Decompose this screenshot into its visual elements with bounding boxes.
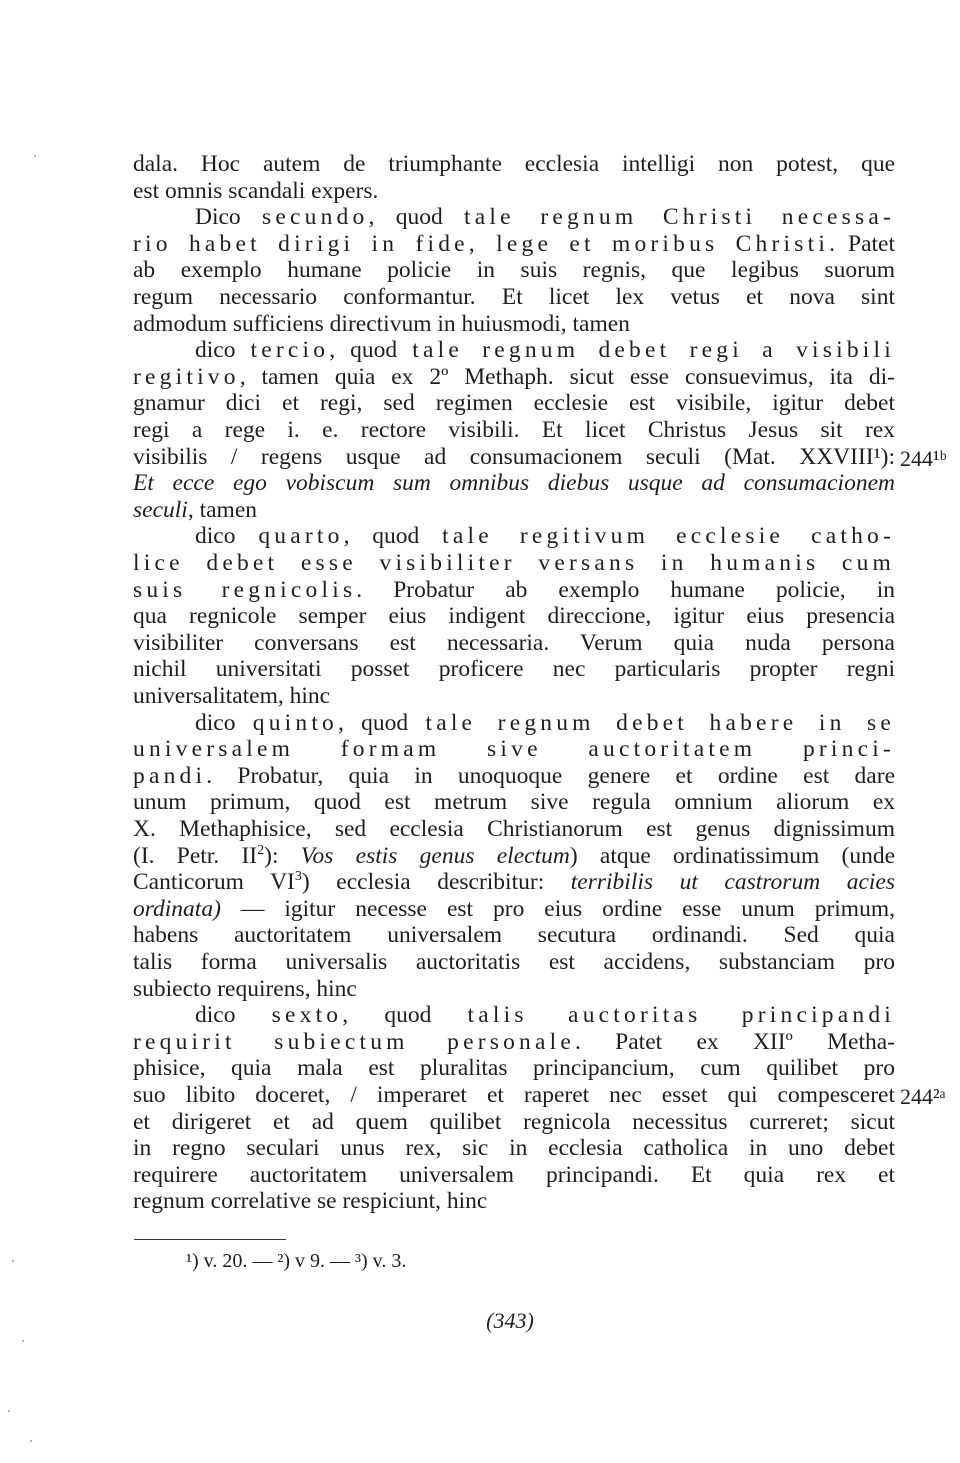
text-line: admodum sufficiens directivum in huiusmodi, tamen xyxy=(133,310,630,337)
text-line: X. Methaphisice, sed ecclesia Christianorum est genus dignissimum xyxy=(133,816,895,842)
text-line: seculi, tamen xyxy=(133,496,257,523)
text-line: regi a rege i. e. rectore visibili. Et licet Christus Jesus sit rex xyxy=(133,417,895,443)
text-line: est omnis scandali expers. xyxy=(133,177,379,204)
text-line: lice debet esse visibiliter versans in humanis cum xyxy=(133,550,895,576)
text-line: universalem formam sive auctoritatem princi- xyxy=(133,736,895,763)
text-line: regnum correlative se respiciunt, hinc xyxy=(133,1188,488,1215)
text-line: Dico secundo, quod tale regnum Christi necessa- xyxy=(195,204,895,231)
scan-speck xyxy=(30,1440,32,1442)
text-line: requirit subiectum personale. Patet ex XIIº Metha- xyxy=(133,1028,895,1055)
footnote-rule xyxy=(134,1239,286,1240)
text-line: dico sexto, quod talis auctoritas principandi xyxy=(195,1002,896,1029)
text-line: gnamur dici et regi, sed regimen ecclesie est visibile, igitur debet xyxy=(133,390,895,417)
scan-speck xyxy=(22,1340,24,1342)
text-line: talis forma universalis auctoritatis est accidens, substanciam pro xyxy=(133,949,895,975)
text-line: universalitatem, hinc xyxy=(133,683,331,709)
text-line: phisice, quia mala est pluralitas principancium, cum quilibet pro xyxy=(133,1055,895,1082)
text-line: Canticorum $VI^3$) ecclesia describitur: terribilis ut castrorum acies xyxy=(133,868,895,896)
text-line: suo libito doceret, / imperaret et raperet nec esset qui compesceret xyxy=(133,1082,895,1108)
scan-speck xyxy=(12,1260,14,1262)
text-line: visibilis / regens usque ad consumacionem seculi (Mat. XXVIII¹): xyxy=(133,443,895,470)
text-line: rio habet dirigi in fide, lege et moribus Christi. Patet xyxy=(133,230,895,257)
text-line: dala. Hoc autem de triumphante ecclesia intelligi non potest, que xyxy=(133,151,895,177)
text-line: dico quarto, quod tale regitivum ecclesie catho- xyxy=(195,523,896,550)
margin-folio-note: 244²ᵃ xyxy=(900,1084,946,1109)
text-line: subiecto requirens, hinc xyxy=(133,975,357,1002)
page-number: (343) xyxy=(486,1308,534,1333)
text-line: in regno seculari unus rex, sic in ecclesia catholica in uno debet xyxy=(133,1135,895,1162)
footnotes: ¹) v. 20. — ²) v 9. — ³) v. 3. xyxy=(186,1250,407,1272)
text-line: et dirigeret et ad quem quilibet regnicola necessitus curreret; sicut xyxy=(133,1108,895,1135)
text-line: visibiliter conversans est necessaria. Verum quia nuda persona xyxy=(133,629,895,656)
text-line: dico tercio, quod tale regnum debet regi a visibili xyxy=(195,337,895,364)
scan-speck xyxy=(34,155,36,157)
spaced-emphasis: Dico xyxy=(195,204,263,231)
text-line: unum primum, quod est metrum sive regula omnium aliorum ex xyxy=(133,789,895,816)
text-line: requirere auctoritatem universalem principandi. Et quia rex et xyxy=(133,1161,895,1188)
text-line: ordinata) — igitur necesse est pro eius ordine esse unum primum, xyxy=(133,895,895,922)
text-line: suis regnicolis. Probatur ab exemplo humane policie, in xyxy=(133,576,895,603)
scan-speck xyxy=(8,1410,10,1412)
text-line: regitivo, tamen quia ex 2º Methaph. sicut esse consuevimus, ita di- xyxy=(133,363,895,390)
text-line: nichil universitati posset proficere nec particularis propter regni xyxy=(133,656,895,683)
text-line: (I. Petr. $II^2$): Vos estis genus electum) atque ordinatissimum (unde xyxy=(133,841,895,869)
text-line: dico quinto, quod tale regnum debet habere in se xyxy=(195,709,895,736)
text-line: ab exemplo humane policie in suis regnis, que legibus suorum xyxy=(133,257,895,284)
text-line: Et ecce ego vobiscum sum omnibus diebus usque ad consumacionem xyxy=(133,470,895,497)
text-line: regum necessario conformantur. Et licet lex vetus et nova sint xyxy=(133,284,895,310)
text-line: pandi. Probatur, quia in unoquoque genere et ordine est dare xyxy=(133,762,895,789)
text-line: habens auctoritatem universalem secutura ordinandi. Sed quia xyxy=(133,922,895,949)
text-line: qua regnicole semper eius indigent direccione, igitur eius presencia xyxy=(133,603,895,630)
margin-folio-note: 244¹ᵇ xyxy=(900,445,947,471)
